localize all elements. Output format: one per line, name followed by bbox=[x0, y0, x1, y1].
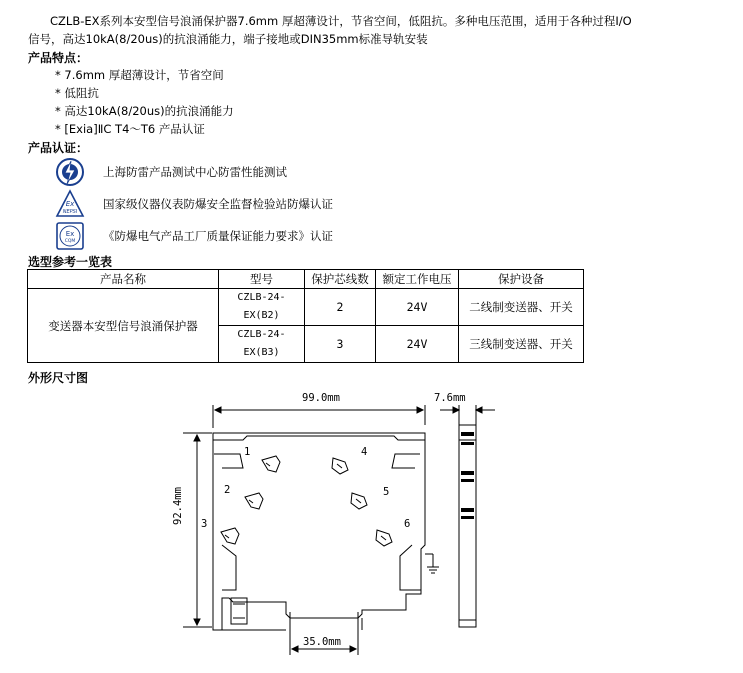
model-line: EX(B3) bbox=[243, 347, 280, 358]
height-dimension-label: 92.4mm bbox=[172, 487, 184, 525]
feature-item: * 7.6mm 厚超薄设计，节省空间 bbox=[55, 68, 224, 82]
voltage-cell: 24V bbox=[376, 326, 459, 363]
intro-line-1: CZLB-EX系列本安型信号浪涌保护器7.6mm 厚超薄设计，节省空间，低阻抗。多种电压范围，适用于各种过程I/O bbox=[50, 14, 632, 28]
model-line: CZLB-24- bbox=[237, 292, 286, 303]
equipment-cell: 三线制变送器、开关 bbox=[459, 326, 584, 363]
features-heading: 产品特点： bbox=[28, 51, 89, 65]
product-name-cell: 变送器本安型信号浪涌保护器 bbox=[28, 289, 219, 363]
rail-dimension-label: 35.0mm bbox=[303, 636, 341, 648]
svg-text:Ex: Ex bbox=[65, 230, 75, 238]
table-header-cell: 额定工作电压 bbox=[376, 270, 459, 289]
table-header-cell: 型号 bbox=[219, 270, 305, 289]
terminal-label: 4 bbox=[361, 446, 368, 458]
equipment-cell: 二线制变送器、开关 bbox=[459, 289, 584, 326]
certification-heading: 产品认证： bbox=[28, 141, 89, 155]
table-header-cell: 保护芯线数 bbox=[305, 270, 376, 289]
intro-line-2: 信号，高达10kA(8/20us)的抗浪涌能力，端子接地或DIN35mm标准导轨安装 bbox=[28, 32, 428, 46]
model-line: CZLB-24- bbox=[237, 329, 286, 340]
thickness-dimension-label: 7.6mm bbox=[434, 392, 466, 404]
svg-text:Ex: Ex bbox=[65, 200, 75, 208]
svg-text:NEPSI: NEPSI bbox=[62, 209, 78, 215]
dimensions-heading: 外形尺寸图 bbox=[28, 371, 89, 385]
cores-cell: 2 bbox=[305, 289, 376, 326]
cert-text: 上海防雷产品测试中心防雷性能测试 bbox=[103, 165, 287, 179]
table-header-cell: 保护设备 bbox=[459, 270, 584, 289]
feature-item: * 高达10kA(8/20us)的抗浪涌能力 bbox=[55, 104, 234, 118]
table-header-cell: 产品名称 bbox=[28, 270, 219, 289]
terminal-label: 3 bbox=[201, 518, 208, 530]
selection-heading: 选型参考一览表 bbox=[28, 255, 113, 269]
terminal-label: 6 bbox=[404, 518, 411, 530]
feature-item: * [Exia]ⅡC T4～T6 产品认证 bbox=[55, 122, 205, 136]
cert-text: 《防爆电气产品工厂质量保证能力要求》认证 bbox=[103, 229, 333, 243]
terminal-label: 5 bbox=[383, 486, 390, 498]
terminal-label: 2 bbox=[224, 484, 231, 496]
feature-item: * 低阻抗 bbox=[55, 86, 99, 100]
cert-text: 国家级仪器仪表防爆安全监督检验站防爆认证 bbox=[103, 197, 333, 211]
svg-text:CQM: CQM bbox=[64, 239, 76, 244]
model-line: EX(B2) bbox=[243, 310, 280, 321]
cores-cell: 3 bbox=[305, 326, 376, 363]
width-dimension-label: 99.0mm bbox=[302, 392, 340, 404]
terminal-label: 1 bbox=[244, 446, 251, 458]
voltage-cell: 24V bbox=[376, 289, 459, 326]
